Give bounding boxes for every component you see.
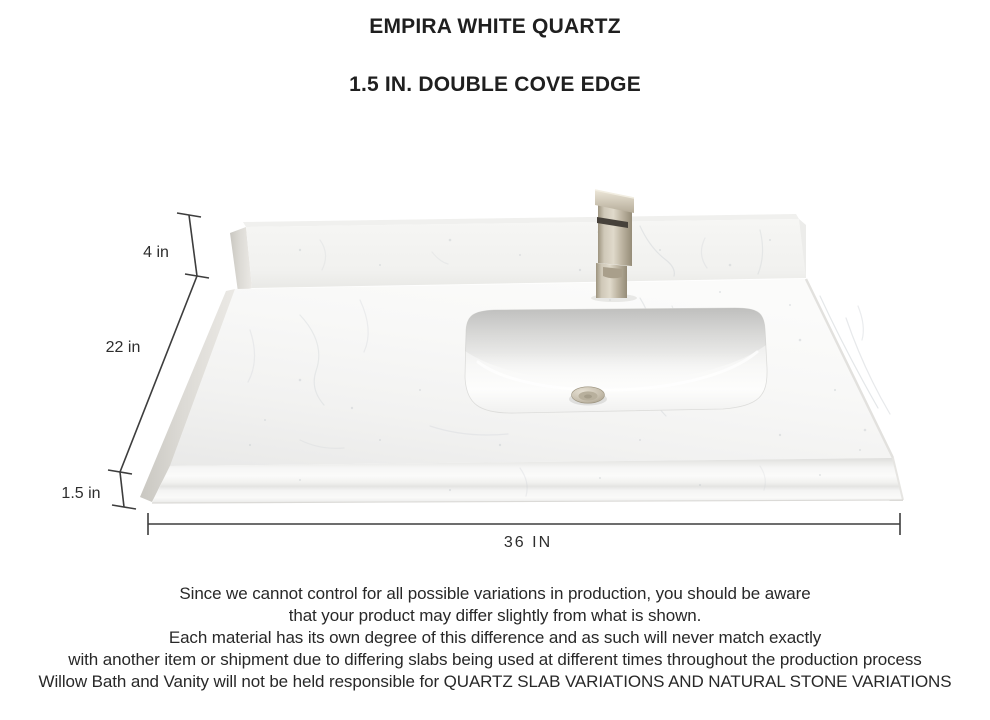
disclaimer-line: Willow Bath and Vanity will not be held responsible for QUARTZ SLAB VARIATIONS AND NATURAL STONE VARIATIONS	[38, 672, 952, 691]
faucet-body	[598, 204, 632, 266]
dim-depth-label: 22 in	[105, 339, 141, 356]
disclaimer-line: Each material has its own degree of this difference and as such will never match exactly	[168, 628, 822, 647]
disclaimer-line: with another item or shipment due to differing slabs being used at different times throughout the production process	[68, 650, 922, 669]
page-title: EMPIRA WHITE QUARTZ	[369, 15, 621, 38]
disclaimer-line: Since we cannot control for all possible variations in production, you should be aware	[179, 584, 811, 603]
dim-width-label: 36 IN	[503, 534, 553, 551]
undermount-sink	[465, 308, 767, 413]
dim-backsplash-height-line	[189, 215, 197, 276]
disclaimer-line: that your product may differ slightly from what is shown.	[288, 606, 702, 625]
disclaimer	[0, 583, 990, 693]
dim-backsplash-height-label: 4 in	[143, 244, 169, 261]
dim-thickness-label: 1.5 in	[61, 485, 101, 502]
backsplash	[230, 214, 806, 292]
page-subtitle: 1.5 IN. DOUBLE COVE EDGE	[349, 73, 641, 96]
backsplash-face	[246, 219, 806, 288]
vanity-top-render	[140, 190, 903, 503]
dim-thickness-line	[120, 472, 124, 507]
